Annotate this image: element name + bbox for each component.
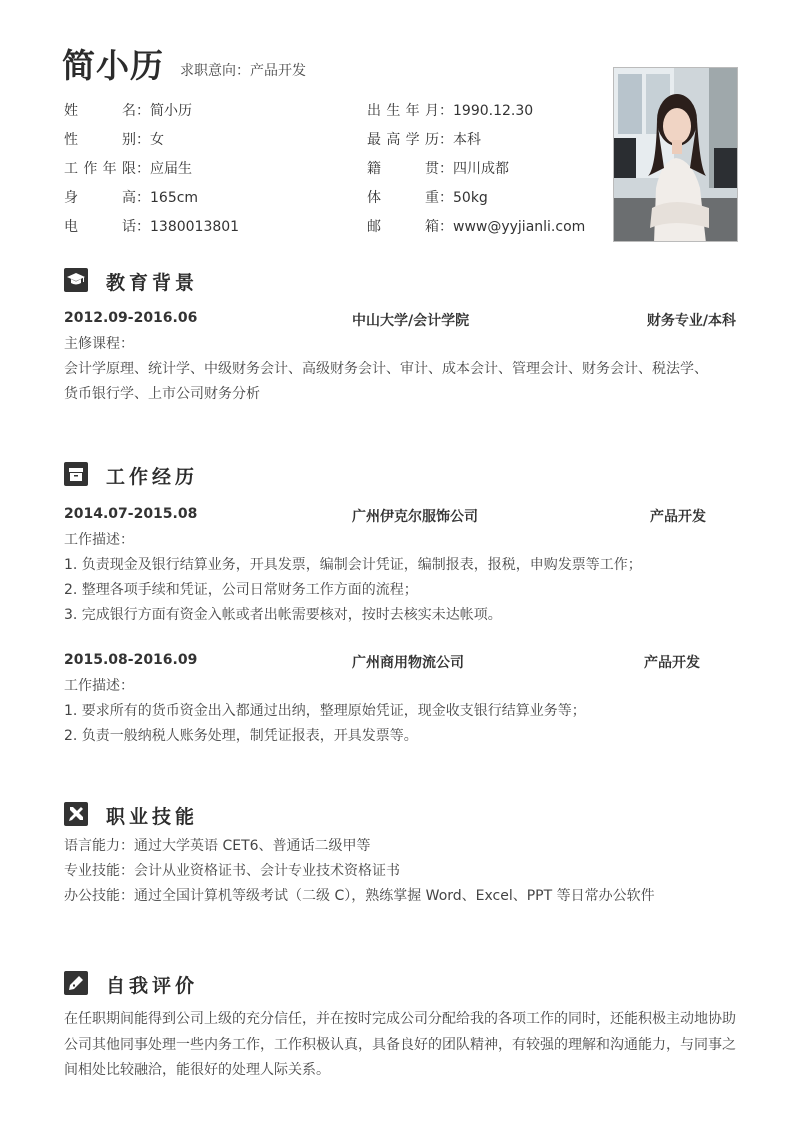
job-intent: 求职意向：产品开发: [180, 63, 306, 79]
desc-item: 1. 负责现金及银行结算业务，开具发票，编制会计凭证，编制报表，报税，申购发票等工作；: [64, 557, 642, 573]
skill-item: 办公技能：通过全国计算机等级考试（二级 C），熟练掌握 Word、Excel、PPT 等日常办公软件: [64, 888, 655, 904]
info-weight: 体重：50kg: [367, 190, 488, 206]
job-position: 产品开发: [650, 509, 706, 525]
section-title: 工作经历: [106, 466, 199, 488]
skill-item: 专业技能：会计从业资格证书、会计专业技术资格证书: [64, 863, 400, 879]
job-row: [64, 506, 736, 528]
desc-item: 1. 要求所有的货币资金出入都通过出纳，整理原始凭证，现金收支银行结算业务等；: [64, 703, 586, 719]
courses-label: 主修课程：: [64, 336, 134, 352]
desc-item: 2. 负责一般纳税人账务处理，制凭证报表，开具发票等。: [64, 728, 418, 744]
desc-item: 2. 整理各项手续和凭证，公司日常财务工作方面的流程；: [64, 582, 418, 598]
desc-label: 工作描述：: [64, 678, 134, 694]
section-title: 自我评价: [106, 975, 199, 997]
info-name: 姓名：简小历: [64, 103, 192, 119]
education-row: [64, 310, 736, 332]
courses-line: 货币银行学、上市公司财务分析: [64, 386, 260, 402]
graduation-cap-icon: [64, 268, 88, 292]
info-height: 身高：165cm: [64, 190, 199, 206]
education-period: 2012.09-2016.06: [64, 310, 198, 326]
info-work-years: 工作年限：应届生: [64, 161, 192, 177]
section-self-header: [64, 969, 736, 997]
info-phone: 电话：1380013801: [64, 219, 240, 235]
self-evaluation-text: 在任职期间能得到公司上级的充分信任，并在按时完成公司分配给我的各项工作的同时，还能积极主动地协助公司其他同事处理一些内务工作，工作积极认真，具备良好的团队精神，有较强的理解和沟通能力，与同事之间相处比较融洽，能很好的处理人际关系。: [64, 1011, 736, 1078]
section-education-header: [64, 266, 736, 294]
education-school: 中山大学/会计学院: [352, 313, 470, 329]
archive-box-icon: [64, 462, 88, 486]
desc-label: 工作描述：: [64, 532, 134, 548]
job-row: [64, 652, 736, 674]
info-birth: 出生年月：1990.12.30: [367, 103, 534, 119]
portrait-illustration: [614, 68, 738, 242]
section-work-header: [64, 460, 736, 488]
job-position: 产品开发: [644, 655, 700, 671]
info-education: 最高学历：本科: [367, 132, 481, 148]
job-company: 广州伊克尔服饰公司: [352, 509, 478, 525]
job-description: [64, 528, 740, 628]
info-gender: 性别：女: [64, 132, 164, 148]
courses-line: 会计学原理、统计学、中级财务会计、高级财务会计、审计、成本会计、管理会计、财务会计、税法学、: [64, 361, 708, 377]
education-courses: [64, 332, 740, 407]
candidate-name: 简小历: [62, 46, 164, 85]
info-email: 邮箱：www@yyjianli.com: [367, 219, 586, 235]
job-description: [64, 674, 740, 749]
education-major: 财务专业/本科: [646, 313, 736, 329]
pen-edit-icon: [64, 971, 88, 995]
portrait-photo: [613, 67, 738, 242]
section-title: 职业技能: [106, 806, 199, 828]
skills-list: [64, 834, 740, 909]
job-period: 2014.07-2015.08: [64, 506, 198, 522]
job-company: 广州商用物流公司: [352, 655, 464, 671]
job-period: 2015.08-2016.09: [64, 652, 198, 668]
desc-item: 3. 完成银行方面有资金入帐或者出帐需要核对，按时去核实未达帐项。: [64, 607, 502, 623]
section-skills-header: [64, 800, 736, 828]
info-hometown: 籍贯：四川成都: [367, 161, 509, 177]
skill-item: 语言能力：通过大学英语 CET6、普通话二级甲等: [64, 838, 371, 854]
tools-icon: [64, 802, 88, 826]
section-title: 教育背景: [106, 272, 199, 294]
